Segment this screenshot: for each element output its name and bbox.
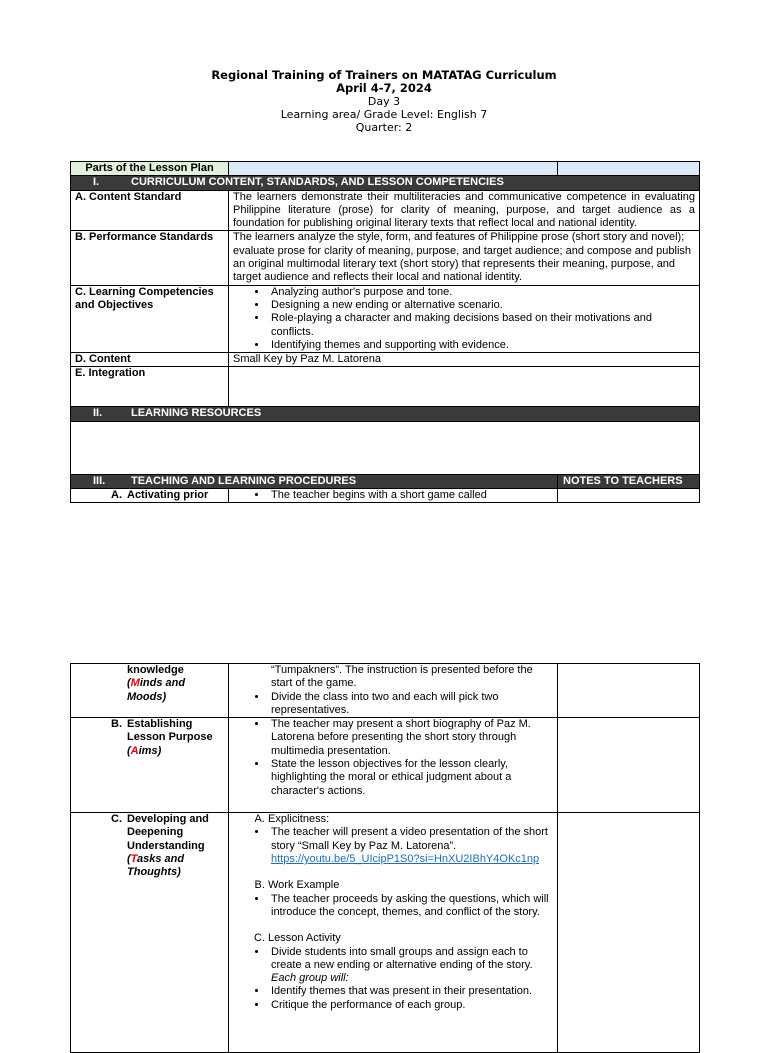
notes-to-teachers-header: NOTES TO TEACHERS — [558, 474, 700, 488]
steps-list — [233, 879, 553, 892]
document-title: Regional Training of Trainers on MATATAG Curriculum — [211, 68, 557, 82]
item-letter: B. — [111, 718, 122, 731]
learning-area: Learning area/ Grade Level: English 7 — [280, 108, 488, 121]
item-label: knowledge — [127, 664, 184, 676]
paren: ( — [127, 744, 131, 757]
list-item: • Identify themes that was present in their presentation. — [268, 985, 553, 998]
developing-understanding-content — [229, 813, 558, 1053]
lesson-plan-table-page1 — [70, 161, 700, 503]
section-number: III. — [93, 474, 106, 487]
activating-prior-content — [229, 489, 558, 503]
performance-standards-label: B. Performance Standards — [71, 231, 229, 285]
item-label: Activating prior — [127, 489, 209, 502]
list-item: • Identifying themes and supporting with evidence. — [268, 339, 695, 352]
list-item: • Role-playing a character and making decisions based on their motivations and conflicts. — [268, 312, 695, 339]
item-letter: C. — [111, 813, 122, 826]
integration-cell — [229, 367, 700, 407]
section-curriculum-header — [71, 176, 700, 190]
header-blank-cell — [229, 162, 558, 176]
header-blank-cell — [558, 162, 700, 176]
step-title: C. Lesson Activity — [268, 932, 553, 945]
video-link[interactable]: https://youtu.be/5_UIcipP1S0?si=HnXU2IBhY4OKc1np — [271, 853, 540, 866]
quarter: Quarter: 2 — [355, 121, 413, 134]
competencies-cell — [229, 285, 700, 352]
content-label: D. Content — [71, 353, 229, 367]
section-number: II. — [93, 407, 103, 420]
italic-note: Each group will: — [271, 972, 349, 985]
list-item — [268, 826, 553, 866]
list-item — [268, 946, 553, 986]
activating-prior-label — [71, 489, 229, 503]
notes-cell — [558, 664, 700, 718]
list-item: • Designing a new ending or alternative scenario. — [268, 299, 695, 312]
establishing-purpose-content — [229, 718, 558, 813]
item-sublabel: asks and Thoughts) — [127, 853, 185, 879]
item-sublabel: ims) — [138, 744, 162, 757]
notes-cell — [558, 813, 700, 1053]
step-title: A. Explicitness: — [268, 813, 553, 826]
bullet-text: The teacher will present a video presentation of the short story “Small Key by Paz M. Latorena”. — [271, 826, 548, 852]
section-resources-header — [71, 407, 700, 421]
parts-header: Parts of the Lesson Plan — [71, 162, 229, 176]
list-item: • Critique the performance of each group. — [268, 999, 553, 1012]
document-day: Day 3 — [367, 95, 401, 108]
list-item: • The teacher may present a short biography of Paz M. Latorena before presenting the short story through multimedia presentation. — [268, 718, 553, 758]
notes-cell — [558, 489, 700, 503]
highlight-letter: T — [130, 853, 137, 866]
notes-cell — [558, 718, 700, 813]
item-label: Establishing Lesson Purpose — [127, 718, 213, 744]
competencies-list — [233, 286, 695, 352]
highlight-letter: M — [130, 677, 140, 690]
content-standard-label: A. Content Standard — [71, 190, 229, 231]
document-dates: April 4-7, 2024 — [336, 81, 432, 95]
paren: ( — [127, 677, 131, 690]
performance-standards-text: The learners analyze the style, form, and features of Philippine prose (short story and novel); evaluate prose for clarity of meaning, purpose, and target audience; and compose and publish an original multimodal literary text (short story) that represents their meaning, purpose, and target audience and reflects their local and national identity. — [229, 231, 700, 285]
highlight-letter: A — [130, 744, 139, 757]
list-item: • Analyzing author's purpose and tone. — [268, 286, 695, 299]
continued-text: “Tumpakners”. The instruction is presented before the start of the game. — [271, 664, 533, 690]
establishing-purpose-label — [71, 718, 229, 813]
list-item: • Divide the class into two and each will pick two representatives. — [268, 691, 553, 718]
list-item: • State the lesson objectives for the lesson clearly, highlighting the moral or ethical judgment about a character's actions. — [268, 758, 553, 798]
lesson-plan-table-page2 — [70, 663, 700, 1053]
competencies-label: C. Learning Competencies and Objectives — [71, 285, 229, 352]
paren: ( — [127, 853, 131, 866]
list-item: • The teacher begins with a short game called — [268, 489, 553, 502]
steps-list — [233, 813, 553, 826]
activating-prior-label-cont — [71, 664, 229, 718]
section-title: LEARNING RESOURCES — [131, 407, 262, 420]
item-letter: A. — [111, 489, 122, 502]
content-standard-text: The learners demonstrate their multiliteracies and communicative competence in evaluating Philippine literature (prose) for clarity of meaning, purpose, and target audience as a foundation for publishing original literary texts that reflect local and national identity. — [229, 190, 700, 231]
section-title: TEACHING AND LEARNING PROCEDURES — [131, 474, 357, 487]
document-header — [0, 69, 768, 134]
section-title: CURRICULUM CONTENT, STANDARDS, AND LESSON COMPETENCIES — [131, 176, 504, 189]
item-sublabel: inds and Moods) — [127, 677, 186, 703]
content-text: Small Key by Paz M. Latorena — [229, 353, 700, 367]
resources-cell — [71, 421, 700, 474]
section-procedures-header — [71, 474, 558, 488]
activating-prior-content-cont — [229, 664, 558, 718]
integration-label: E. Integration — [71, 367, 229, 407]
list-item: • The teacher proceeds by asking the questions, which will introduce the concept, themes, and conflict of the story. — [268, 893, 553, 920]
item-label: Developing and Deepening Understanding — [127, 813, 209, 852]
developing-understanding-label — [71, 813, 229, 1053]
step-title: B. Work Example — [268, 879, 553, 892]
bullet-text: Divide students into small groups and assign each to create a new ending or alternative ending of the story. — [271, 945, 533, 971]
steps-list — [233, 932, 553, 945]
section-number: I. — [93, 176, 100, 189]
